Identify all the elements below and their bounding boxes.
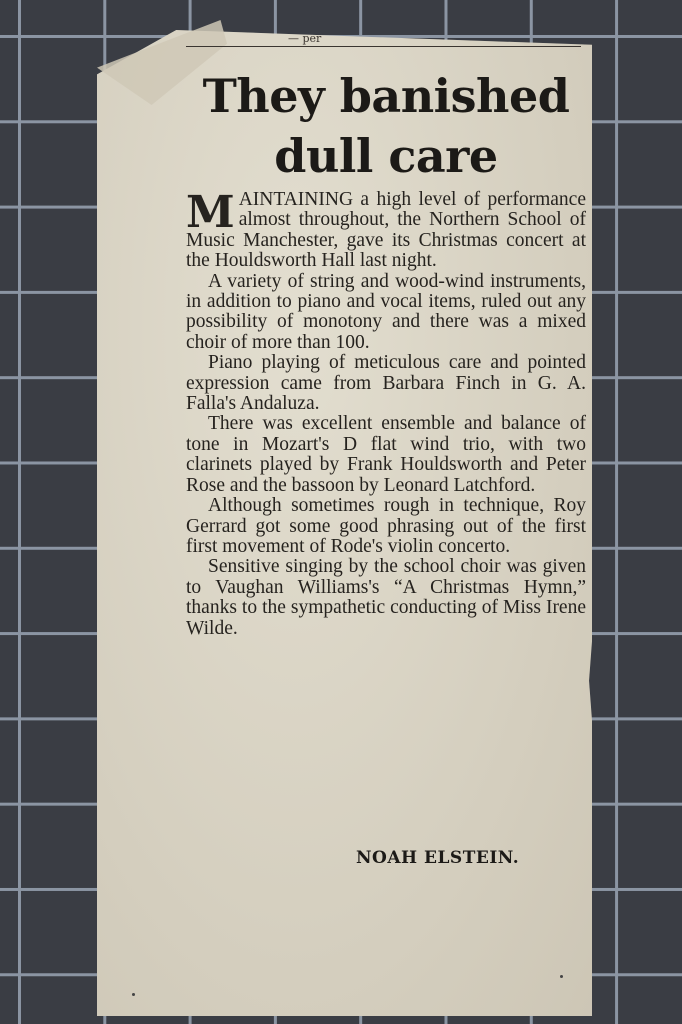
top-rule xyxy=(186,46,581,47)
paragraph-1 xyxy=(186,187,586,272)
drop-cap: M xyxy=(186,187,235,238)
paragraph-3: Piano playing of meticulous care and pointed expression came from Barbara Finch in G. A. Falla's Andaluza. xyxy=(186,352,586,415)
headline: They banished dull care xyxy=(202,69,570,183)
paragraph-4: There was excellent ensemble and balance of tone in Mozart's D flat wind trio, with two clarinets played by Frank Houldsworth and Peter Rose and the bassoon by Leonard Latchford. xyxy=(186,413,586,496)
paper-speck xyxy=(132,993,135,996)
paragraph-1-text: AINTAINING a high level of performance almost throughout, the Northern School of Music Manchester, gave its Christmas concert at the Houldsworth Hall last night. xyxy=(186,189,586,272)
article-body xyxy=(186,187,586,639)
paper-speck xyxy=(560,975,563,978)
paragraph-2: A variety of string and wood-wind instruments, in addition to piano and vocal items, ruled out any possibility of monotony and there was a mixed choir of more than 100. xyxy=(186,270,586,353)
paragraph-5: Although sometimes rough in technique, Roy Gerrard got some good phrasing out of the first first movement of Rode's violin concerto. xyxy=(186,495,586,557)
paragraph-6: Sensitive singing by the school choir was given to Vaughan Williams's “A Christmas Hymn,” thanks to the sympathetic conducting of Miss Irene Wilde. xyxy=(186,556,586,639)
top-text-fragment: — per xyxy=(288,32,322,45)
byline: NOAH ELSTEIN. xyxy=(356,848,520,868)
